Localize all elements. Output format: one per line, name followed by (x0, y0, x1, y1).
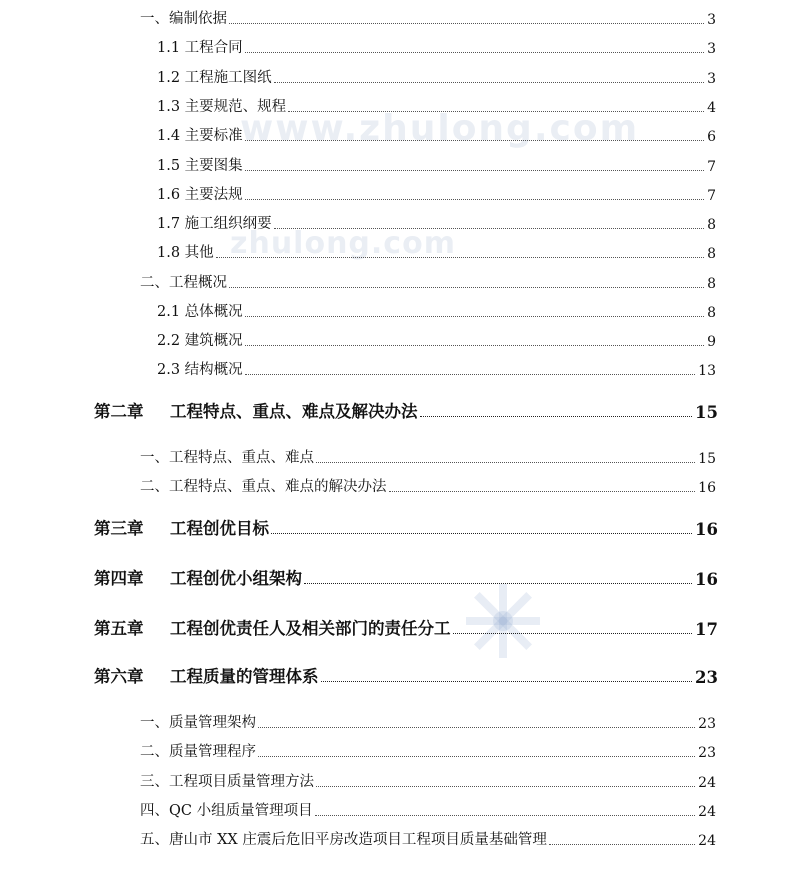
toc-entry-page: 13 (698, 363, 716, 379)
toc-entry-label: 一、质量管理架构 (140, 715, 256, 731)
toc-leader-dots (245, 374, 696, 375)
toc-chapter-label (94, 398, 418, 422)
toc-entry-page: 23 (695, 668, 718, 687)
toc-entry[interactable] (157, 330, 716, 350)
toc-entry[interactable] (140, 741, 716, 761)
toc-entry-page: 16 (695, 520, 718, 539)
toc-chapter-entry[interactable] (94, 615, 718, 639)
toc-entry[interactable] (157, 359, 716, 379)
toc-leader-dots (258, 727, 695, 728)
toc-leader-dots (274, 228, 704, 229)
toc-chapter-label (94, 615, 451, 639)
toc-entry[interactable] (157, 96, 716, 116)
toc-entry-label: 1.5 主要图集 (157, 158, 243, 174)
toc-leader-dots (274, 82, 704, 83)
toc-entry[interactable] (157, 242, 716, 262)
toc-entry-page: 8 (707, 276, 716, 292)
toc-leader-dots (229, 287, 704, 288)
toc-leader-dots (549, 844, 695, 845)
toc-leader-dots (315, 815, 696, 816)
toc-leader-dots (258, 756, 695, 757)
watermark-text-secondary: zhulong.com (230, 226, 456, 261)
toc-chapter-number: 第六章 (94, 667, 144, 686)
toc-entry-label: 一、工程特点、重点、难点 (140, 450, 314, 466)
toc-leader-dots (245, 316, 704, 317)
toc-entry[interactable] (157, 67, 716, 87)
toc-entry-label: 三、工程项目质量管理方法 (140, 774, 314, 790)
toc-entry-page: 9 (707, 334, 716, 350)
toc-entry-page: 16 (695, 570, 718, 589)
toc-chapter-title: 工程特点、重点、难点及解决办法 (170, 402, 418, 421)
toc-entry-page: 15 (695, 403, 718, 422)
toc-entry[interactable] (140, 771, 716, 791)
watermark-text: www.zhulong.com (240, 108, 640, 149)
toc-leader-dots (288, 111, 704, 112)
toc-entry-label: 二、工程特点、重点、难点的解决办法 (140, 479, 387, 495)
toc-entry[interactable] (140, 712, 716, 732)
toc-entry-page: 23 (698, 716, 716, 732)
toc-entry-page: 3 (707, 71, 716, 87)
toc-entry-label: 1.3 主要规范、规程 (157, 99, 287, 115)
toc-leader-dots (321, 681, 693, 682)
toc-entry-page: 8 (707, 217, 716, 233)
toc-entry[interactable] (157, 184, 716, 204)
toc-leader-dots (271, 533, 692, 534)
toc-entry-page: 8 (707, 246, 716, 262)
toc-entry[interactable] (157, 213, 716, 233)
toc-leader-dots (229, 23, 704, 24)
toc-leader-dots (245, 199, 704, 200)
toc-chapter-number: 第四章 (94, 569, 144, 588)
toc-leader-dots (420, 416, 693, 417)
toc-entry-label: 二、工程概况 (140, 275, 227, 291)
toc-chapter-number: 第五章 (94, 619, 144, 638)
toc-chapter-number: 第三章 (94, 519, 144, 538)
toc-entry-label: 1.2 工程施工图纸 (157, 70, 272, 86)
toc-entry-page: 4 (707, 100, 716, 116)
toc-entry[interactable] (140, 476, 716, 496)
toc-leader-dots (316, 786, 695, 787)
toc-entry-label: 一、编制依据 (140, 11, 227, 27)
toc-chapter-title: 工程创优小组架构 (170, 569, 302, 588)
toc-entry[interactable] (157, 37, 716, 57)
toc-leader-dots (389, 491, 696, 492)
toc-leader-dots (245, 345, 704, 346)
toc-chapter-entry[interactable] (94, 565, 718, 589)
toc-entry-page: 23 (698, 745, 716, 761)
toc-entry-label: 2.2 建筑概况 (157, 333, 243, 349)
toc-entry[interactable] (157, 125, 716, 145)
toc-entry-page: 15 (698, 451, 716, 467)
toc-entry-label: 1.7 施工组织纲要 (157, 216, 272, 232)
toc-chapter-title: 工程创优目标 (170, 519, 269, 538)
toc-entry-label: 1.8 其他 (157, 245, 214, 261)
toc-entry[interactable] (140, 8, 716, 28)
toc-entry-page: 16 (698, 480, 716, 496)
toc-chapter-label (94, 663, 319, 687)
toc-chapter-entry[interactable] (94, 663, 718, 687)
toc-entry[interactable] (140, 272, 716, 292)
toc-entry-label: 1.4 主要标准 (157, 128, 243, 144)
toc-entry-page: 6 (707, 129, 716, 145)
toc-chapter-title: 工程创优责任人及相关部门的责任分工 (170, 619, 451, 638)
toc-entry-page: 7 (707, 159, 716, 175)
toc-entry-label: 1.6 主要法规 (157, 187, 243, 203)
toc-leader-dots (245, 140, 704, 141)
toc-leader-dots (245, 170, 704, 171)
toc-leader-dots (453, 633, 693, 634)
toc-entry-page: 24 (698, 804, 716, 820)
toc-entry-page: 7 (707, 188, 716, 204)
toc-entry[interactable] (140, 829, 716, 849)
toc-entry-page: 24 (698, 833, 716, 849)
toc-chapter-number: 第二章 (94, 402, 144, 421)
toc-chapter-label (94, 565, 302, 589)
toc-entry-page: 24 (698, 775, 716, 791)
toc-chapter-label (94, 515, 269, 539)
toc-chapter-entry[interactable] (94, 398, 718, 422)
toc-entry-label: 1.1 工程合同 (157, 40, 243, 56)
toc-entry-label: 四、QC 小组质量管理项目 (140, 803, 313, 819)
toc-entry-page: 17 (695, 620, 718, 639)
toc-entry[interactable] (157, 301, 716, 321)
toc-entry-page: 3 (707, 12, 716, 28)
toc-chapter-title: 工程质量的管理体系 (170, 667, 319, 686)
toc-leader-dots (216, 257, 704, 258)
toc-entry[interactable] (140, 447, 716, 467)
toc-entry-label: 2.1 总体概况 (157, 304, 243, 320)
toc-chapter-entry[interactable] (94, 515, 718, 539)
toc-entry-page: 8 (707, 305, 716, 321)
toc-entry-label: 五、唐山市 XX 庄震后危旧平房改造项目工程项目质量基础管理 (140, 832, 547, 848)
toc-entry-label: 2.3 结构概况 (157, 362, 243, 378)
toc-entry[interactable] (140, 800, 716, 820)
toc-leader-dots (316, 462, 695, 463)
toc-leader-dots (245, 52, 704, 53)
toc-leader-dots (304, 583, 692, 584)
toc-entry-label: 二、质量管理程序 (140, 744, 256, 760)
toc-entry[interactable] (157, 155, 716, 175)
toc-entry-page: 3 (707, 41, 716, 57)
